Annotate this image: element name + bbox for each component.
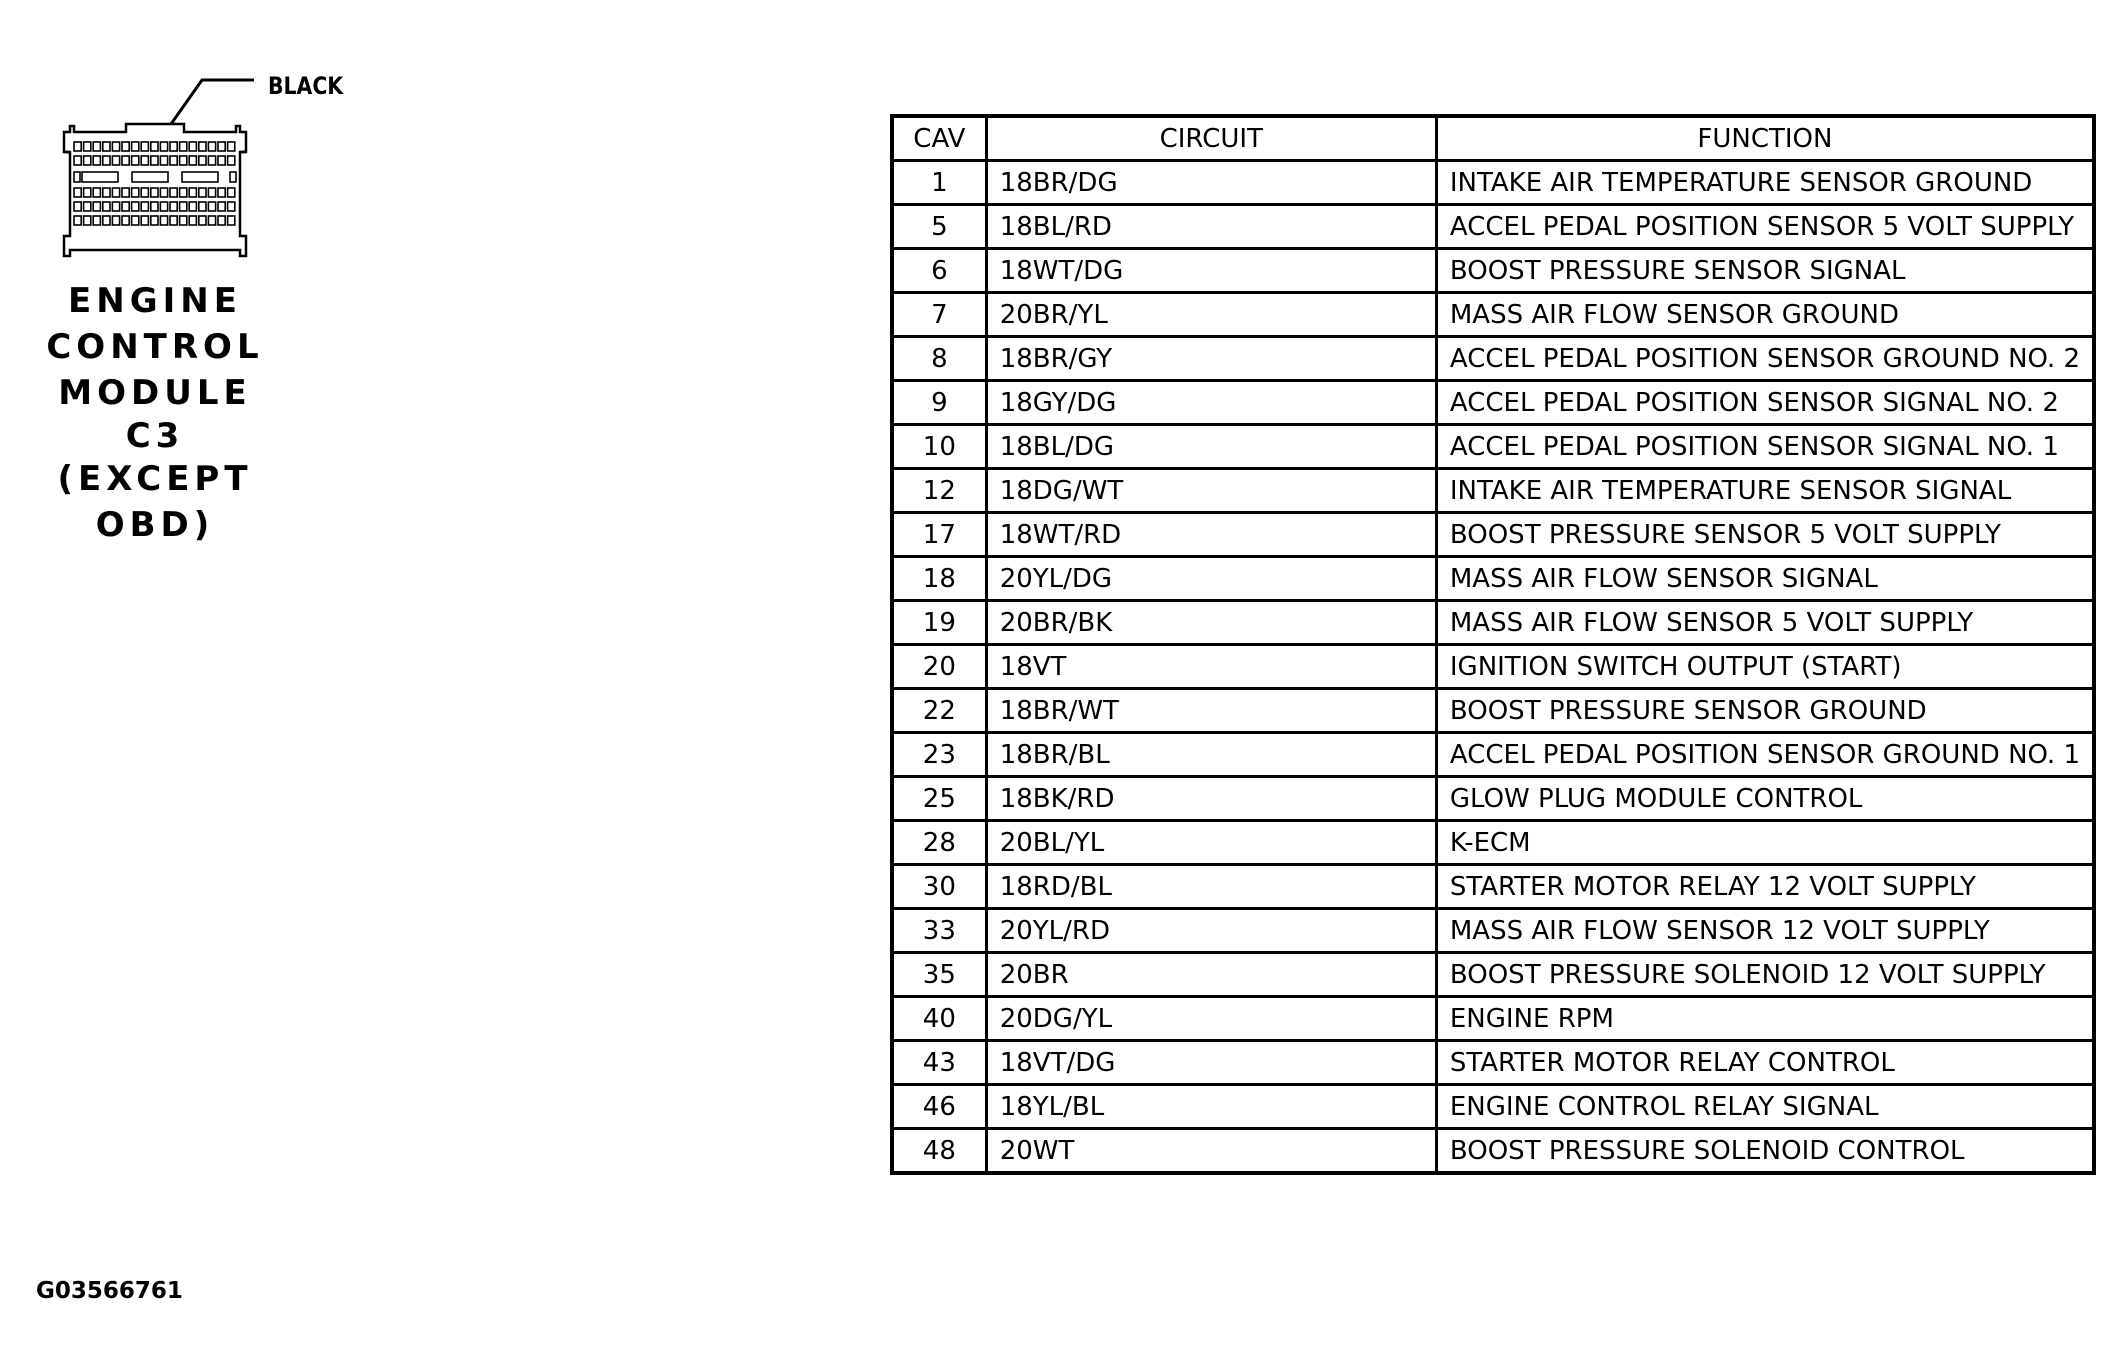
table-row	[892, 601, 2094, 645]
pin-cavity	[151, 202, 158, 211]
pin-cavity	[103, 188, 110, 197]
cav-cell: 22	[892, 689, 986, 733]
pin-cavity	[84, 142, 91, 151]
function-cell: ACCEL PEDAL POSITION SENSOR GROUND NO. 1	[1436, 733, 2094, 777]
circuit-cell: 20DG/YL	[986, 997, 1436, 1041]
function-cell: ACCEL PEDAL POSITION SENSOR 5 VOLT SUPPLY	[1436, 205, 2094, 249]
table-row	[892, 337, 2094, 381]
pin-cavity	[208, 216, 215, 225]
circuit-cell: 18BL/RD	[986, 205, 1436, 249]
table-row	[892, 777, 2094, 821]
header-function: FUNCTION	[1436, 116, 2094, 161]
table-row	[892, 205, 2094, 249]
pin-cavity	[199, 156, 206, 165]
pin-cavity	[93, 156, 100, 165]
pin-cavity	[170, 202, 177, 211]
circuit-cell: 18BR/GY	[986, 337, 1436, 381]
cav-cell: 35	[892, 953, 986, 997]
pin-cavity	[84, 156, 91, 165]
connector-title-line: (EXCEPT OBD)	[57, 459, 253, 545]
cav-cell: 6	[892, 249, 986, 293]
pin-cavity	[112, 142, 119, 151]
table-row	[892, 1085, 2094, 1129]
function-cell: ENGINE RPM	[1436, 997, 2094, 1041]
circuit-cell: 18YL/BL	[986, 1085, 1436, 1129]
pin-cavity	[122, 216, 129, 225]
function-cell: K-ECM	[1436, 821, 2094, 865]
cav-cell: 25	[892, 777, 986, 821]
cav-cell: 23	[892, 733, 986, 777]
pinout-table	[890, 114, 2096, 1175]
pin-cavity	[103, 142, 110, 151]
pin-cavity	[180, 202, 187, 211]
pin-cavity	[141, 188, 148, 197]
cav-cell: 40	[892, 997, 986, 1041]
pin-cavity	[180, 188, 187, 197]
pin-cavity	[151, 156, 158, 165]
cav-cell: 20	[892, 645, 986, 689]
circuit-cell: 18BR/WT	[986, 689, 1436, 733]
pin-cavity	[112, 216, 119, 225]
cav-cell: 10	[892, 425, 986, 469]
cav-cell: 19	[892, 601, 986, 645]
table-row	[892, 425, 2094, 469]
pin-cavity	[199, 188, 206, 197]
cav-cell: 46	[892, 1085, 986, 1129]
function-cell: ACCEL PEDAL POSITION SENSOR SIGNAL NO. 2	[1436, 381, 2094, 425]
cav-cell: 33	[892, 909, 986, 953]
table-row	[892, 821, 2094, 865]
function-cell: BOOST PRESSURE SENSOR 5 VOLT SUPPLY	[1436, 513, 2094, 557]
pin-cavity	[84, 188, 91, 197]
circuit-cell: 18BR/DG	[986, 161, 1436, 205]
table-row	[892, 293, 2094, 337]
pin-cavity	[218, 202, 225, 211]
function-cell: STARTER MOTOR RELAY CONTROL	[1436, 1041, 2094, 1085]
pin-cavity	[228, 142, 235, 151]
pin-cavity	[103, 202, 110, 211]
cav-cell: 30	[892, 865, 986, 909]
pin-cavity	[84, 216, 91, 225]
cav-cell: 12	[892, 469, 986, 513]
pin-cavity	[170, 156, 177, 165]
pin-cavity	[208, 142, 215, 151]
pin-cavity	[141, 202, 148, 211]
function-cell: BOOST PRESSURE SENSOR SIGNAL	[1436, 249, 2094, 293]
figure-id: G03566761	[36, 1278, 183, 1304]
cav-cell: 9	[892, 381, 986, 425]
pin-cavity	[199, 202, 206, 211]
pin-cavity	[228, 202, 235, 211]
cav-cell: 18	[892, 557, 986, 601]
pin-cavity	[74, 202, 81, 211]
circuit-cell: 20WT	[986, 1129, 1436, 1174]
function-cell: MASS AIR FLOW SENSOR SIGNAL	[1436, 557, 2094, 601]
table-row	[892, 1129, 2094, 1174]
cav-cell: 48	[892, 1129, 986, 1174]
circuit-cell: 18GY/DG	[986, 381, 1436, 425]
connector-color-label: BLACK	[268, 72, 344, 100]
cav-cell: 17	[892, 513, 986, 557]
cav-cell: 5	[892, 205, 986, 249]
pin-cavity	[218, 142, 225, 151]
table-row	[892, 381, 2094, 425]
pin-cavity	[122, 202, 129, 211]
table-row	[892, 469, 2094, 513]
pin-cavity	[122, 142, 129, 151]
pin-cavity	[132, 156, 139, 165]
circuit-cell: 20BR	[986, 953, 1436, 997]
pin-cavity	[112, 188, 119, 197]
pin-cavity	[189, 156, 196, 165]
cav-cell: 43	[892, 1041, 986, 1085]
table-row	[892, 997, 2094, 1041]
pin-cavity	[141, 216, 148, 225]
function-cell: BOOST PRESSURE SENSOR GROUND	[1436, 689, 2094, 733]
pin-cavity	[160, 156, 167, 165]
pin-cavity	[74, 156, 81, 165]
pin-cavity	[132, 188, 139, 197]
pin-cavity	[182, 172, 218, 182]
cav-cell: 7	[892, 293, 986, 337]
pin-cavity	[132, 202, 139, 211]
table-row	[892, 249, 2094, 293]
pin-cavity	[189, 142, 196, 151]
table-row	[892, 557, 2094, 601]
pin-cavity	[122, 188, 129, 197]
pin-cavity	[74, 142, 81, 151]
pin-cavity	[141, 142, 148, 151]
pin-cavity	[208, 188, 215, 197]
pin-cavity	[160, 188, 167, 197]
table-row	[892, 865, 2094, 909]
pin-cavity	[228, 216, 235, 225]
circuit-cell: 18VT	[986, 645, 1436, 689]
connector-title-line: MODULE	[58, 373, 252, 413]
circuit-cell: 18BK/RD	[986, 777, 1436, 821]
pin-cavity	[199, 142, 206, 151]
pin-cavity	[180, 216, 187, 225]
pin-cavity	[93, 188, 100, 197]
connector-title-line: CONTROL	[46, 327, 264, 367]
cav-cell: 28	[892, 821, 986, 865]
table-row	[892, 953, 2094, 997]
pin-cavity	[132, 142, 139, 151]
circuit-cell: 20BL/YL	[986, 821, 1436, 865]
pin-cavity	[199, 216, 206, 225]
pin-cavity	[93, 216, 100, 225]
pin-cavity	[112, 156, 119, 165]
pin-cavity	[151, 142, 158, 151]
pin-cavity	[132, 216, 139, 225]
pin-cavity	[180, 156, 187, 165]
pin-cavity	[189, 188, 196, 197]
circuit-cell: 20BR/YL	[986, 293, 1436, 337]
pin-cavity	[141, 156, 148, 165]
pin-cavity	[170, 142, 177, 151]
header-cav: CAV	[892, 116, 986, 161]
pin-cavity	[122, 156, 129, 165]
function-cell: MASS AIR FLOW SENSOR 5 VOLT SUPPLY	[1436, 601, 2094, 645]
header-circuit: CIRCUIT	[986, 116, 1436, 161]
table-row	[892, 689, 2094, 733]
pin-cavity	[151, 216, 158, 225]
pin-cavity	[228, 156, 235, 165]
pin-cavity	[132, 172, 168, 182]
pin-cavity	[170, 216, 177, 225]
function-cell: MASS AIR FLOW SENSOR GROUND	[1436, 293, 2094, 337]
pin-cavity	[218, 216, 225, 225]
pin-cavity	[218, 156, 225, 165]
pin-cavity	[189, 216, 196, 225]
pin-cavity	[189, 202, 196, 211]
pin-cavity	[82, 172, 118, 182]
cav-cell: 8	[892, 337, 986, 381]
function-cell: ACCEL PEDAL POSITION SENSOR SIGNAL NO. 1	[1436, 425, 2094, 469]
pin-cavity	[160, 142, 167, 151]
pin-cavity	[230, 172, 236, 182]
circuit-cell: 20BR/BK	[986, 601, 1436, 645]
table-row	[892, 733, 2094, 777]
circuit-cell: 18BR/BL	[986, 733, 1436, 777]
connector-title-line: ENGINE	[68, 281, 242, 321]
connector-title	[30, 278, 280, 548]
function-cell: INTAKE AIR TEMPERATURE SENSOR SIGNAL	[1436, 469, 2094, 513]
function-cell: INTAKE AIR TEMPERATURE SENSOR GROUND	[1436, 161, 2094, 205]
table-row	[892, 1041, 2094, 1085]
function-cell: GLOW PLUG MODULE CONTROL	[1436, 777, 2094, 821]
pin-cavity	[93, 142, 100, 151]
connector-title-line: C3	[125, 416, 185, 456]
pin-cavity	[180, 142, 187, 151]
pin-cavity	[208, 202, 215, 211]
circuit-cell: 18VT/DG	[986, 1041, 1436, 1085]
pin-cavity	[160, 216, 167, 225]
function-cell: ENGINE CONTROL RELAY SIGNAL	[1436, 1085, 2094, 1129]
table-row	[892, 645, 2094, 689]
pin-cavity	[74, 172, 80, 182]
function-cell: IGNITION SWITCH OUTPUT (START)	[1436, 645, 2094, 689]
function-cell: STARTER MOTOR RELAY 12 VOLT SUPPLY	[1436, 865, 2094, 909]
function-cell: BOOST PRESSURE SOLENOID CONTROL	[1436, 1129, 2094, 1174]
function-cell: ACCEL PEDAL POSITION SENSOR GROUND NO. 2	[1436, 337, 2094, 381]
pin-cavity	[208, 156, 215, 165]
circuit-cell: 18BL/DG	[986, 425, 1436, 469]
function-cell: BOOST PRESSURE SOLENOID 12 VOLT SUPPLY	[1436, 953, 2094, 997]
circuit-cell: 18WT/RD	[986, 513, 1436, 557]
pin-cavity	[112, 202, 119, 211]
circuit-cell: 20YL/DG	[986, 557, 1436, 601]
table-row	[892, 161, 2094, 205]
table-row	[892, 513, 2094, 557]
pin-cavity	[74, 188, 81, 197]
pin-cavity	[160, 202, 167, 211]
pin-cavity	[103, 216, 110, 225]
table-row	[892, 909, 2094, 953]
circuit-cell: 18WT/DG	[986, 249, 1436, 293]
circuit-cell: 20YL/RD	[986, 909, 1436, 953]
cav-cell: 1	[892, 161, 986, 205]
circuit-cell: 18DG/WT	[986, 469, 1436, 513]
pin-cavity	[218, 188, 225, 197]
pin-cavity	[228, 188, 235, 197]
pin-cavity	[103, 156, 110, 165]
pin-cavity	[151, 188, 158, 197]
pin-cavity	[74, 216, 81, 225]
pin-cavity	[93, 202, 100, 211]
pin-cavity	[84, 202, 91, 211]
pin-cavity	[170, 188, 177, 197]
circuit-cell: 18RD/BL	[986, 865, 1436, 909]
function-cell: MASS AIR FLOW SENSOR 12 VOLT SUPPLY	[1436, 909, 2094, 953]
table-header-row	[892, 116, 2094, 161]
